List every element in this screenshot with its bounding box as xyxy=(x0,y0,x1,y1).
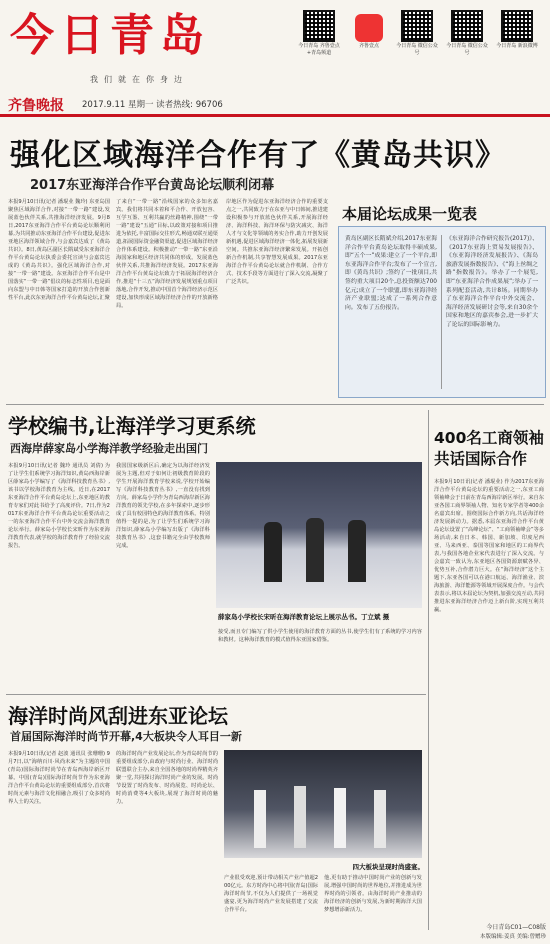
school-col-3: 接受,而且专门编写了供小学生使用的海洋教育方面的丛书,使学生们有了系统的学习内容和教材。这种海洋教育的模式值得东亚国家借鉴。 xyxy=(218,629,422,643)
qr-label: 今日青岛 微信公众号 xyxy=(396,43,438,56)
app-logo-block xyxy=(344,14,394,49)
enterprise-body: 本报9月10日讯(记者 潘琨业) 作为2017东亚海洋合作平台黄岛论坛的重要活动之一,东亚工商领袖峰会于日前在青岛西海岸新区举行。来自东亚各国工商界领袖人物、知名专家学者等400余名嘉宾出席。围绕国际合作新方向,共话海洋经济发展新动力。据悉,本届东亚海洋合作平台黄岛论坛设置了“高峰论坛”、“工商领袖峰会”等多场活动,来自日本、韩国、新加坡、印度尼西亚、马来西亚、泰国等国家和地区的工商界代表,与我国各地企业家代表进行了深入交流。与会嘉宾一致认为,东亚地区各国资源禀赋各异、优势互补,合作潜力巨大。在“海洋经济”这个主题下,东亚各国可以在港口航运、海洋渔业、滨海旅游、海洋能源等领域开展深度合作。与会代表表示,将以本届论坛为契机,加强交流互动,共同推进东亚海洋经济合作迈上新台阶,实现互利共赢。 xyxy=(434,479,544,613)
school-subheadline: 西海岸薛家岛小学海洋教学经验走出国门 xyxy=(10,442,208,455)
fashion-photo xyxy=(224,750,422,858)
school-photo-caption: 薛家岛小学校长宋昕在海洋教育论坛上展示丛书。丁立斌 摄 xyxy=(218,613,390,621)
results-divider xyxy=(441,235,442,389)
fashion-col-3: 产业很受欢迎,预计带动相关产业产值超200亿元。东方时尚中心将中国(青岛)国际海洋时尚节,不仅为人们提供了一场视觉盛宴,更为海洋时尚产业发展搭建了交流合作平台。 xyxy=(224,875,318,913)
results-box xyxy=(338,226,546,398)
right-column-rule xyxy=(428,410,429,930)
person-figure xyxy=(264,522,282,582)
qr-code-icon[interactable] xyxy=(401,10,433,42)
section-divider xyxy=(6,694,426,695)
page-label: 今日青岛C01—C08版 xyxy=(486,924,546,931)
lead-col-1: 本报9月10日讯(记者 潘琨业 魏玲) 东亚岛国聚焦区域海洋合作,对接“一带一路”建设,发展蓝色伙伴关系,共推海洋经济发展。9月8日,2017东亚海洋合作平台黄岛论坛顺利闭幕,为共同推动东亚海洋合作平台建设,促进东亚地区海洋领域合作,与会嘉宾达成了《黄岛共识》。8日,黄岛区副区长隋斌受东亚海洋合作平台黄岛论坛执委会委托宣读与会嘉宾达成的《黄岛共识》。强化区域海洋合作,对接“一带一路”建设。东亚海洋合作平台是中国落实“一带一路”倡议的标志性项目,也是面向东盟与中日韩等国家打造的开放合作创新性平台,此次东亚海洋合作平台黄岛论坛,汇聚 xyxy=(8,199,110,301)
model-figure xyxy=(254,790,266,848)
paper-title: 今日青岛 xyxy=(10,10,210,61)
school-headline: 学校编书,让海洋学习更系统 xyxy=(8,414,256,438)
app-block xyxy=(297,10,341,56)
school-col-2: 我国国家级新区后,确定为以海洋经济发展为主题,但对于如何让初级教育阶段的学生开展海洋教育学校来说,学校开始编写《海洋科技教育丛书》,一直没有找到方向。薛家岛小学作为青岛西海岸新区海洋教育的领先学校,在多年探索中,逐步形成了具有校园特色的海洋教育体系。特别值得一提的是,为了让学生们系统学习海洋知识,薛家岛小学编写出版了《海洋科技教育丛书》,这套书籍完全由学校教师完成。 xyxy=(116,463,210,549)
date-line: 2017.9.11 星期一 读者热线: 96706 xyxy=(82,100,223,110)
masthead xyxy=(0,0,550,118)
results-left-col: 黄岛区副区长隋斌介绍,2017东亚海洋合作平台黄岛论坛取得丰硕成果,即“五个一”成果:建立了一个平台,即东亚海洋合作平台;发布了一个宣言,即《黄岛共识》;签约了一批项目,共签约重大项目20个,总投资额达700亿元;成立了一个联盟,即东亚海洋经济产业联盟;达成了一系列合作意向。发布了五份报告。 xyxy=(345,236,437,311)
model-figure xyxy=(334,788,346,848)
lead-headline: 强化区域海洋合作有了《黄岛共识》 xyxy=(10,138,506,173)
fashion-photo-caption: 四大板块呈现时尚盛宴。 xyxy=(352,863,424,871)
qr-block-3 xyxy=(445,10,489,56)
qr-code-icon[interactable] xyxy=(303,10,335,42)
slogan: 我们就在你身边 xyxy=(90,75,188,84)
results-title: 本届论坛成果一览表 xyxy=(342,205,478,223)
fashion-col-4: 他,更有助于推动中国时尚产业的创新与发展,增强中国时尚的世界地位,并推进成为世界时尚的引领者。由海洋时尚产业推动的海洋经济的创新与发展,为新时期海洋大国梦想增添新活力。 xyxy=(324,875,422,913)
lead-subheadline: 2017东亚海洋合作平台黄岛论坛顺利闭幕 xyxy=(30,178,275,193)
model-figure xyxy=(294,786,306,848)
fashion-col-2: 的海洋时尚产业发展论坛,作为青岛时尚节的重要组成部分,由政府与时尚行业、海洋时尚联盟联合主办,来自全国各地的时尚界精英齐聚一堂,共同探讨海洋时尚产业的发展。时尚节设置了时尚发布、时尚展览、时尚论坛、时尚消费等4大板块,展现了海洋时尚的魅力。 xyxy=(116,751,218,805)
app-label: 齐鲁壹点 xyxy=(358,43,379,49)
qr-label: 今日青岛 微信公众号 xyxy=(446,43,488,56)
masthead-rule xyxy=(0,114,550,117)
fashion-headline: 海洋时尚风刮进东亚论坛 xyxy=(8,704,228,728)
model-figure xyxy=(374,790,386,848)
qr-label: 今日青岛 新浪微博 xyxy=(496,43,538,49)
qr-block-4 xyxy=(495,10,539,49)
paper-name: 齐鲁晚报 xyxy=(8,98,64,114)
section-divider xyxy=(6,404,544,405)
app-logo-icon[interactable] xyxy=(355,14,383,42)
fashion-col-1: 本报9月10日讯(记者 赵波 通讯员 张珊珊) 9月7日,以“海纳百川·风尚未来”为主题的中国(青岛)国际海洋时尚节在青岛西海岸新区开幕。中国(青岛)国际海洋时尚节作为东亚海洋合作平台黄岛论坛的重要组成部分,首次将时尚元素与海洋文化相融合,吸引了众多时尚界人士的关注。 xyxy=(8,751,110,805)
enterprise-headline: 400名工商领袖共话国际合作 xyxy=(434,429,544,468)
person-figure xyxy=(348,520,366,582)
qr-block-2 xyxy=(395,10,439,56)
editors-credit: 本版编辑:姜真 美编:曾赠珍 xyxy=(480,934,546,940)
school-col-1: 本报9月10日讯(记者 魏玲 通讯员 刘倩) 为了让学生们系统学习海洋知识,黄岛西海岸新区薛家岛小学编写了《海洋科技教育丛书》,该书以学校海洋教育为主线。近日,在2017东亚海洋合作平台黄岛论坛上,东亚地区的教育专家们对此书给予了高度评价。7日,作为2017东亚海洋合作平台黄岛论坛重要活动之一的东亚海洋合作平台中外交流会海洋教育论坛举行。薛家岛小学校长宋昕作为东亚海洋教育代表,就学校的海洋教育作了经验交流报告。 xyxy=(8,463,110,549)
qr-code-icon[interactable] xyxy=(501,10,533,42)
fashion-subheadline: 首届国际海洋时尚节开幕,4大板块令人耳目一新 xyxy=(10,730,242,743)
person-figure xyxy=(306,518,324,582)
results-right-col: 《东亚海洋合作研究报告(2017)》、《2017东亚海上贸易发展报告》、《东亚海洋经济发展报告》、《海岛旅游发展指数报告》、《“海上丝绸之路”指数报告》。举办了一个展览,即“东亚海洋合作成果展”;举办了一系列配套活动,共计8场。同期举办了东亚海洋合作平台中外交流会、海洋经济发展研讨会等,来自30余个国家和地区的嘉宾参会,进一步扩大了论坛的国际影响力。 xyxy=(446,236,538,328)
lead-col-2: 了来自“一带一路”沿线国家的众多知名嘉宾。我们将共同本着和平合作、开放包容、互学互鉴、互利共赢的丝路精神,围绕“一带一路”建设“五通”目标,以政策对接和项目推进为依托,丰富国际交往形式,畅通双联互通渠道,拓展国际资金融资渠道,促进区域海洋经济合作体系建设。积极推动“一带一路”东亚沿海国家和地区经济共同体的形成。发展蓝色伙伴关系,共推海洋经济发展。2017东亚海洋合作平台黄岛论坛致力于拓展海洋经济合作,推进“十三五”海洋经济发展规划重点项目落地,合作开发,推动中国首个海洋经济示范区建设,加快形成区域海洋经济合作的开放新格局。 xyxy=(116,199,218,309)
school-photo xyxy=(216,462,422,608)
qr-code-icon[interactable] xyxy=(451,10,483,42)
lead-col-3: 岸地区作为促进东亚海洋经济合作的重要支点之一,共同致力于在东亚与中日韩间,推进建设积极参与开放蓝色伙伴关系,开展海洋经济、海洋科技、海洋环保与防灾减灾、海洋人才与文化等领域的务实合作,助力开创发展新机遇,促进区域海洋经济一体化,拓展发展新空间。共推东亚海洋经济繁荣发展。开拓创新合作机制,共享智慧发展成果。2017东亚海洋合作平台黄岛论坛就合作机制、合作方式、技术手段等方面进行了深入交流,凝聚了广泛共识。 xyxy=(226,199,328,285)
qr-label: 今日青岛 齐鲁壹点+青岛频道 xyxy=(298,43,340,56)
